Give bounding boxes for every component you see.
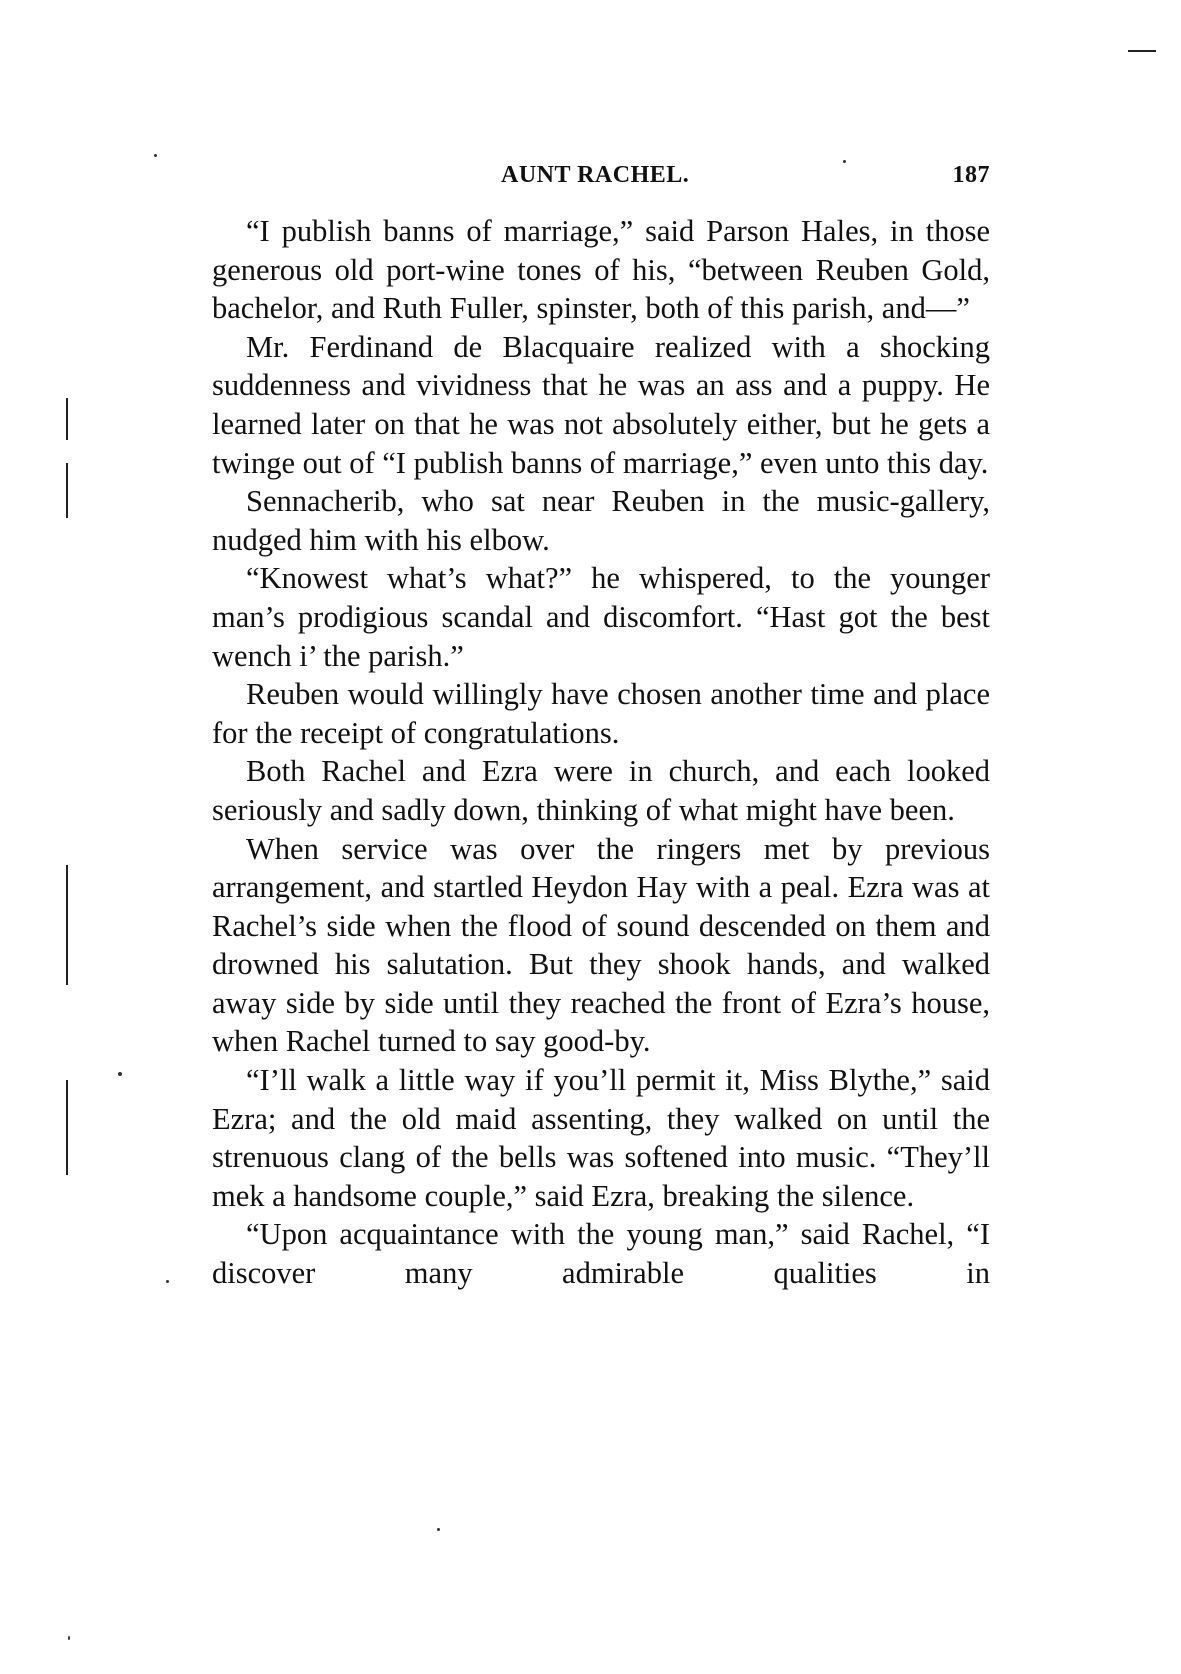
running-title: AUNT RACHEL.: [501, 162, 690, 188]
paragraph: Mr. Ferdinand de Blacquaire realized with a shocking suddenness and vividness that he was an ass and a puppy. He learned later on that he was not absolutely either, but he gets a twinge out of “I publish banns of marriage,” even unto this day.: [212, 329, 990, 480]
paragraph: “I publish banns of marriage,” said Parson Hales, in those generous old port-wine tones of his, “between Reuben Gold, bachelor, and Ruth Fuller, spinster, both of this parish, and—”: [212, 214, 990, 326]
margin-rule: [66, 398, 68, 440]
margin-rule: [66, 1080, 68, 1175]
corner-mark: [1128, 50, 1156, 52]
paragraph: “Knowest what’s what?” he whispered, to the younger man’s prodigious scandal and discomfort. “Hast got the best wench i’ the parish.”: [212, 561, 990, 673]
margin-rule: [66, 865, 68, 985]
paragraph: Reuben would willingly have chosen another time and place for the receipt of congratulations.: [212, 677, 990, 750]
scan-speck: [166, 1280, 169, 1283]
paragraph: “Upon acquaintance with the young man,” said Rachel, “I discover many admirable qualities in: [212, 1217, 990, 1291]
running-head: [212, 162, 990, 202]
body-text: [212, 212, 990, 1293]
scan-speck: [118, 1072, 122, 1076]
scan-speck: [154, 154, 157, 157]
margin-rule: [66, 463, 68, 518]
paragraph: Both Rachel and Ezra were in church, and each looked seriously and sadly down, thinking of what might have been.: [212, 754, 990, 827]
scan-speck: [437, 1528, 440, 1531]
page-number: 187: [952, 162, 990, 188]
paragraph: Sennacherib, who sat near Reuben in the music-gallery, nudged him with his elbow.: [212, 484, 990, 557]
paragraph: “I’ll walk a little way if you’ll permit it, Miss Blythe,” said Ezra; and the old maid assenting, they walked on until the strenuous clang of the bells was softened into music. “They’ll mek a handsome couple,” said Ezra, breaking the silence.: [212, 1063, 990, 1213]
scan-speck: [68, 1636, 70, 1640]
paragraph: When service was over the ringers met by previous arrangement, and startled Heydon Hay with a peal. Ezra was at Rachel’s side when the flood of sound descended on them and drowned his salutation. But they shook hands, and walked away side by side until they reached the front of Ezra’s house, when Rachel turned to say good-by.: [212, 831, 990, 1059]
